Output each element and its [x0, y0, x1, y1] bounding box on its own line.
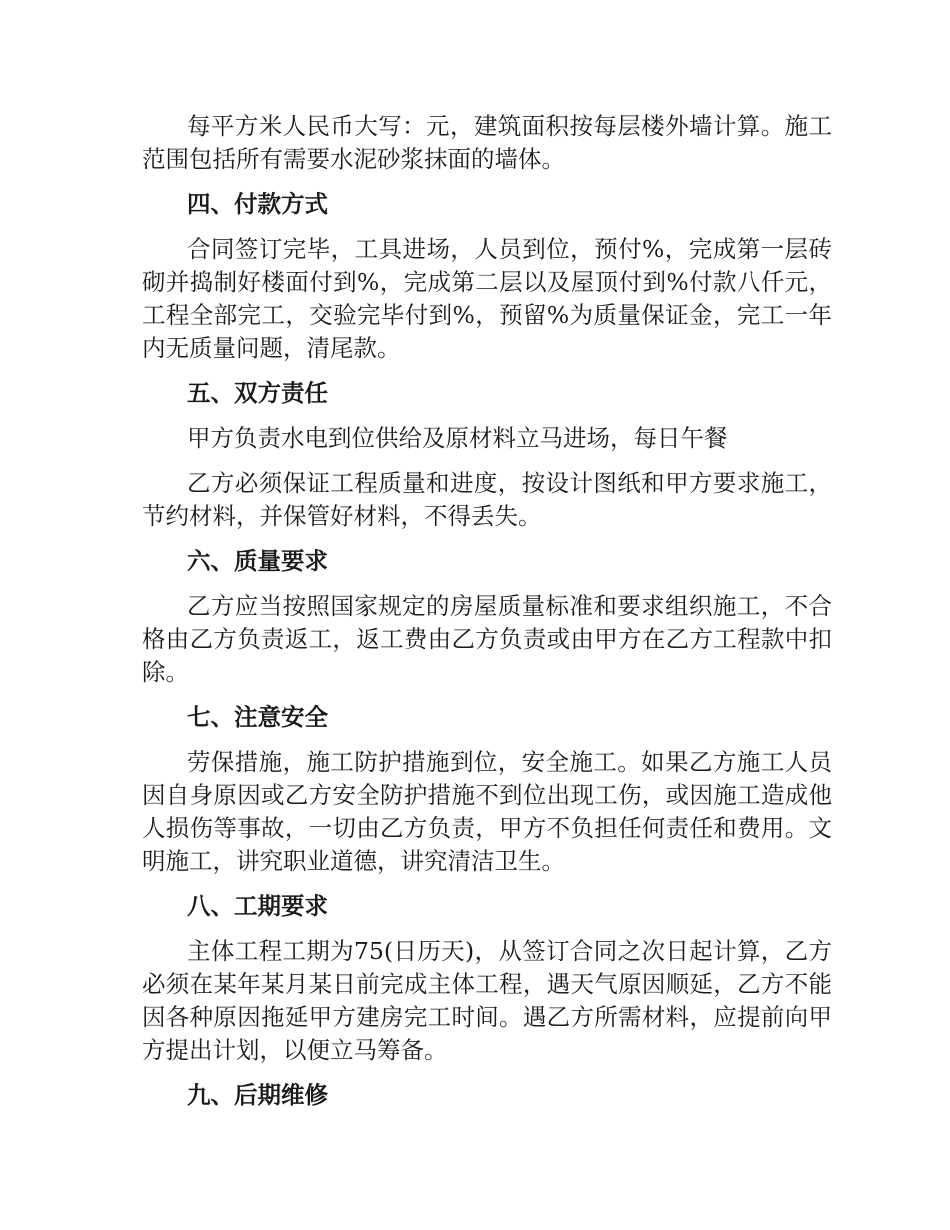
- heading-responsibilities: 五、双方责任: [187, 379, 328, 407]
- paragraph-area-pricing: 每平方米人民币大写：元，建筑面积按每层楼外墙计算。施工范围包括所有需要水泥砂浆抹面的墙体。: [142, 112, 832, 173]
- paragraph-safety-terms: 劳保措施，施工防护措施到位，安全施工。如果乙方施工人员因自身原因或乙方安全防护措施不到位出现工伤，或因施工造成他人损伤等事故，一切由乙方负责，甲方不负担任何责任和费用。文明施工，讲究职业道德，讲究清洁卫生。: [142, 748, 832, 875]
- paragraph-schedule-terms: 主体工程工期为75(日历天)，从签订合同之次日起计算，乙方必须在某年某月某日前完成主体工程，遇天气原因顺延，乙方不能因各种原因拖延甲方建房完工时间。遇乙方所需材料，应提前向甲方提出计划，以便立马筹备。: [142, 937, 832, 1064]
- heading-schedule: 八、工期要求: [187, 892, 328, 920]
- heading-maintenance: 九、后期维修: [187, 1081, 328, 1109]
- paragraph-quality-terms: 乙方应当按照国家规定的房屋质量标准和要求组织施工，不合格由乙方负责返工，返工费由乙方负责或由甲方在乙方工程款中扣除。: [142, 592, 832, 686]
- heading-quality-requirements: 六、质量要求: [187, 547, 328, 575]
- document-page: [142, 110, 832, 1124]
- heading-safety: 七、注意安全: [187, 703, 328, 731]
- paragraph-party-a-duties: 甲方负责水电到位供给及原材料立马进场，每日午餐: [187, 424, 728, 452]
- heading-payment-method: 四、付款方式: [187, 190, 328, 218]
- paragraph-party-b-duties: 乙方必须保证工程质量和进度，按设计图纸和甲方要求施工，节约材料，并保管好材料，不得丢失。: [142, 469, 832, 530]
- paragraph-payment-terms: 合同签订完毕，工具进场，人员到位，预付%，完成第一层砖砌并捣制好楼面付到%，完成第二层以及屋顶付到%付款八仟元，工程全部完工，交验完毕付到%，预留%为质量保证金，完工一年内无质量问题，清尾款。: [142, 235, 832, 362]
